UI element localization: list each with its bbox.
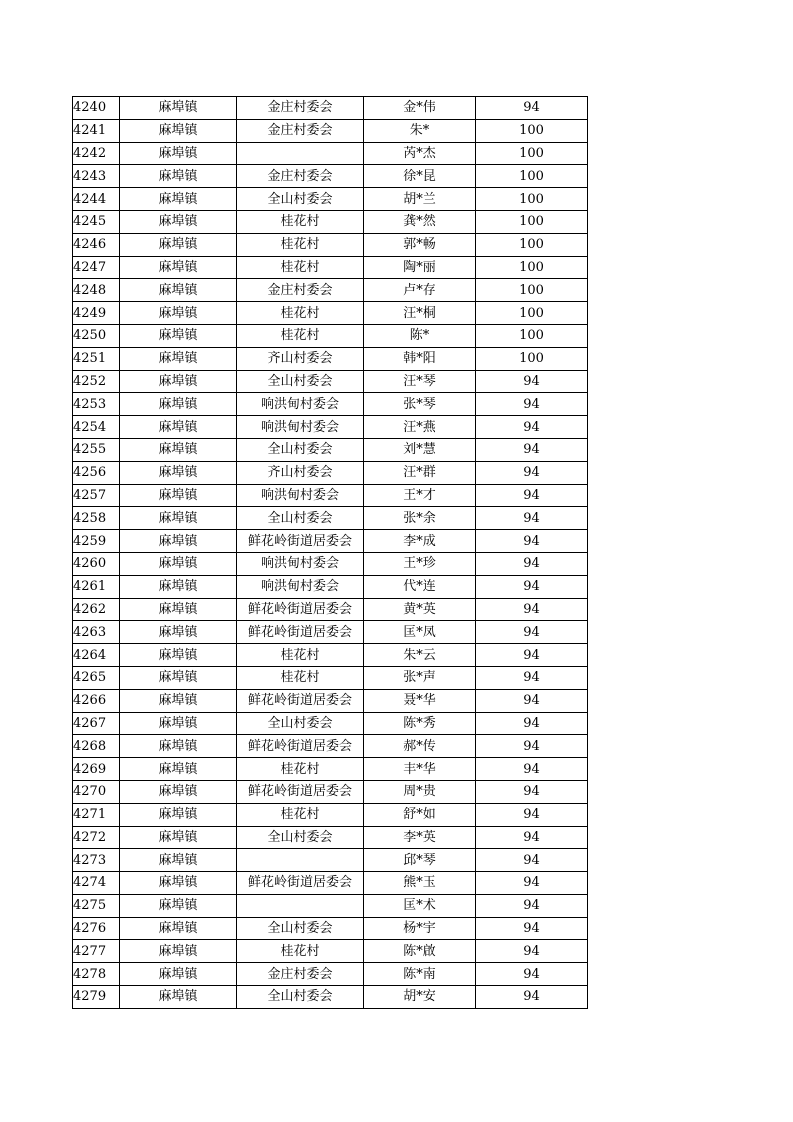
town-name: 麻埠镇 (120, 302, 237, 325)
record-id: 4252 (73, 370, 120, 393)
records-table (72, 96, 588, 1009)
town-name: 麻埠镇 (120, 758, 237, 781)
village-name: 桂花村 (237, 803, 364, 826)
person-name: 聂*华 (364, 689, 476, 712)
town-name: 麻埠镇 (120, 279, 237, 302)
village-name: 全山村委会 (237, 826, 364, 849)
record-id: 4276 (73, 917, 120, 940)
table-row (73, 324, 588, 347)
score-value: 94 (476, 461, 588, 484)
person-name: 陈* (364, 324, 476, 347)
table-row (73, 256, 588, 279)
record-id: 4246 (73, 233, 120, 256)
score-value: 94 (476, 484, 588, 507)
records-table-body (73, 97, 588, 1009)
record-id: 4256 (73, 461, 120, 484)
record-id: 4241 (73, 119, 120, 142)
record-id: 4269 (73, 758, 120, 781)
table-row (73, 370, 588, 393)
town-name: 麻埠镇 (120, 735, 237, 758)
record-id: 4272 (73, 826, 120, 849)
town-name: 麻埠镇 (120, 803, 237, 826)
record-id: 4265 (73, 666, 120, 689)
person-name: 汪*燕 (364, 416, 476, 439)
town-name: 麻埠镇 (120, 872, 237, 895)
town-name: 麻埠镇 (120, 530, 237, 553)
table-row (73, 644, 588, 667)
person-name: 匡*凤 (364, 621, 476, 644)
record-id: 4244 (73, 188, 120, 211)
town-name: 麻埠镇 (120, 552, 237, 575)
person-name: 张*余 (364, 507, 476, 530)
record-id: 4250 (73, 324, 120, 347)
town-name: 麻埠镇 (120, 507, 237, 530)
table-row (73, 416, 588, 439)
record-id: 4242 (73, 142, 120, 165)
village-name: 金庄村委会 (237, 279, 364, 302)
person-name: 朱* (364, 119, 476, 142)
table-row (73, 233, 588, 256)
table-row (73, 621, 588, 644)
table-row (73, 552, 588, 575)
village-name: 鲜花岭街道居委会 (237, 780, 364, 803)
person-name: 王*珍 (364, 552, 476, 575)
record-id: 4270 (73, 780, 120, 803)
record-id: 4273 (73, 849, 120, 872)
town-name: 麻埠镇 (120, 780, 237, 803)
table-row (73, 894, 588, 917)
table-row (73, 484, 588, 507)
record-id: 4243 (73, 165, 120, 188)
person-name: 周*贵 (364, 780, 476, 803)
record-id: 4255 (73, 438, 120, 461)
town-name: 麻埠镇 (120, 461, 237, 484)
person-name: 陈*秀 (364, 712, 476, 735)
score-value: 94 (476, 826, 588, 849)
town-name: 麻埠镇 (120, 165, 237, 188)
record-id: 4271 (73, 803, 120, 826)
record-id: 4260 (73, 552, 120, 575)
person-name: 丰*华 (364, 758, 476, 781)
score-value: 94 (476, 438, 588, 461)
record-id: 4253 (73, 393, 120, 416)
record-id: 4247 (73, 256, 120, 279)
table-row (73, 575, 588, 598)
table-row (73, 849, 588, 872)
town-name: 麻埠镇 (120, 142, 237, 165)
person-name: 胡*安 (364, 986, 476, 1009)
village-name: 鲜花岭街道居委会 (237, 530, 364, 553)
village-name (237, 894, 364, 917)
person-name: 龚*然 (364, 210, 476, 233)
record-id: 4262 (73, 598, 120, 621)
town-name: 麻埠镇 (120, 894, 237, 917)
score-value: 94 (476, 735, 588, 758)
town-name: 麻埠镇 (120, 256, 237, 279)
record-id: 4278 (73, 963, 120, 986)
village-name: 桂花村 (237, 256, 364, 279)
village-name: 响洪甸村委会 (237, 552, 364, 575)
table-row (73, 940, 588, 963)
score-value: 94 (476, 986, 588, 1009)
person-name: 陈*啟 (364, 940, 476, 963)
village-name: 齐山村委会 (237, 347, 364, 370)
record-id: 4275 (73, 894, 120, 917)
village-name: 响洪甸村委会 (237, 416, 364, 439)
person-name: 芮*杰 (364, 142, 476, 165)
town-name: 麻埠镇 (120, 849, 237, 872)
person-name: 汪*桐 (364, 302, 476, 325)
person-name: 熊*玉 (364, 872, 476, 895)
village-name: 桂花村 (237, 324, 364, 347)
record-id: 4268 (73, 735, 120, 758)
person-name: 金*伟 (364, 97, 476, 120)
table-row (73, 210, 588, 233)
person-name: 王*才 (364, 484, 476, 507)
village-name: 桂花村 (237, 644, 364, 667)
person-name: 匡*术 (364, 894, 476, 917)
score-value: 94 (476, 849, 588, 872)
village-name: 金庄村委会 (237, 97, 364, 120)
village-name: 鲜花岭街道居委会 (237, 598, 364, 621)
village-name: 鲜花岭街道居委会 (237, 689, 364, 712)
village-name: 全山村委会 (237, 986, 364, 1009)
town-name: 麻埠镇 (120, 712, 237, 735)
score-value: 100 (476, 233, 588, 256)
town-name: 麻埠镇 (120, 393, 237, 416)
score-value: 94 (476, 97, 588, 120)
town-name: 麻埠镇 (120, 666, 237, 689)
person-name: 陈*南 (364, 963, 476, 986)
village-name (237, 849, 364, 872)
score-value: 94 (476, 621, 588, 644)
village-name: 全山村委会 (237, 917, 364, 940)
score-value: 94 (476, 416, 588, 439)
table-row (73, 119, 588, 142)
table-row (73, 438, 588, 461)
person-name: 胡*兰 (364, 188, 476, 211)
table-row (73, 735, 588, 758)
table-row (73, 530, 588, 553)
record-id: 4257 (73, 484, 120, 507)
person-name: 代*连 (364, 575, 476, 598)
score-value: 94 (476, 393, 588, 416)
table-row (73, 165, 588, 188)
person-name: 汪*琴 (364, 370, 476, 393)
score-value: 100 (476, 347, 588, 370)
town-name: 麻埠镇 (120, 119, 237, 142)
town-name: 麻埠镇 (120, 644, 237, 667)
table-row (73, 666, 588, 689)
village-name: 桂花村 (237, 302, 364, 325)
score-value: 100 (476, 119, 588, 142)
town-name: 麻埠镇 (120, 324, 237, 347)
record-id: 4259 (73, 530, 120, 553)
town-name: 麻埠镇 (120, 188, 237, 211)
village-name: 响洪甸村委会 (237, 484, 364, 507)
score-value: 100 (476, 210, 588, 233)
town-name: 麻埠镇 (120, 233, 237, 256)
person-name: 舒*如 (364, 803, 476, 826)
table-row (73, 826, 588, 849)
table-row (73, 142, 588, 165)
town-name: 麻埠镇 (120, 940, 237, 963)
table-row (73, 97, 588, 120)
village-name: 全山村委会 (237, 438, 364, 461)
score-value: 94 (476, 872, 588, 895)
town-name: 麻埠镇 (120, 598, 237, 621)
score-value: 100 (476, 188, 588, 211)
table-row (73, 279, 588, 302)
score-value: 94 (476, 689, 588, 712)
record-id: 4279 (73, 986, 120, 1009)
person-name: 汪*群 (364, 461, 476, 484)
person-name: 郭*畅 (364, 233, 476, 256)
village-name: 鲜花岭街道居委会 (237, 735, 364, 758)
record-id: 4251 (73, 347, 120, 370)
record-id: 4263 (73, 621, 120, 644)
record-id: 4258 (73, 507, 120, 530)
record-id: 4240 (73, 97, 120, 120)
village-name: 金庄村委会 (237, 119, 364, 142)
table-row (73, 780, 588, 803)
village-name: 金庄村委会 (237, 963, 364, 986)
score-value: 94 (476, 780, 588, 803)
record-id: 4267 (73, 712, 120, 735)
table-row (73, 872, 588, 895)
table-row (73, 917, 588, 940)
score-value: 94 (476, 530, 588, 553)
village-name: 齐山村委会 (237, 461, 364, 484)
village-name: 全山村委会 (237, 712, 364, 735)
score-value: 94 (476, 940, 588, 963)
score-value: 94 (476, 963, 588, 986)
town-name: 麻埠镇 (120, 963, 237, 986)
score-value: 94 (476, 644, 588, 667)
person-name: 杨*宇 (364, 917, 476, 940)
record-id: 4261 (73, 575, 120, 598)
score-value: 100 (476, 142, 588, 165)
town-name: 麻埠镇 (120, 438, 237, 461)
town-name: 麻埠镇 (120, 370, 237, 393)
village-name (237, 142, 364, 165)
score-value: 94 (476, 370, 588, 393)
person-name: 郝*传 (364, 735, 476, 758)
score-value: 100 (476, 256, 588, 279)
village-name: 响洪甸村委会 (237, 393, 364, 416)
person-name: 徐*昆 (364, 165, 476, 188)
person-name: 卢*存 (364, 279, 476, 302)
record-id: 4254 (73, 416, 120, 439)
village-name: 全山村委会 (237, 188, 364, 211)
village-name: 响洪甸村委会 (237, 575, 364, 598)
score-value: 94 (476, 598, 588, 621)
person-name: 黄*英 (364, 598, 476, 621)
table-row (73, 598, 588, 621)
town-name: 麻埠镇 (120, 347, 237, 370)
score-value: 94 (476, 552, 588, 575)
record-id: 4274 (73, 872, 120, 895)
town-name: 麻埠镇 (120, 689, 237, 712)
table-row (73, 461, 588, 484)
table-row (73, 712, 588, 735)
village-name: 全山村委会 (237, 507, 364, 530)
table-row (73, 302, 588, 325)
record-id: 4249 (73, 302, 120, 325)
village-name: 鲜花岭街道居委会 (237, 872, 364, 895)
person-name: 邱*琴 (364, 849, 476, 872)
village-name: 桂花村 (237, 233, 364, 256)
record-id: 4245 (73, 210, 120, 233)
village-name: 桂花村 (237, 210, 364, 233)
table-row (73, 689, 588, 712)
score-value: 100 (476, 302, 588, 325)
town-name: 麻埠镇 (120, 210, 237, 233)
town-name: 麻埠镇 (120, 826, 237, 849)
person-name: 李*英 (364, 826, 476, 849)
record-id: 4264 (73, 644, 120, 667)
person-name: 朱*云 (364, 644, 476, 667)
table-row (73, 758, 588, 781)
person-name: 张*声 (364, 666, 476, 689)
village-name: 金庄村委会 (237, 165, 364, 188)
village-name: 鲜花岭街道居委会 (237, 621, 364, 644)
town-name: 麻埠镇 (120, 621, 237, 644)
score-value: 94 (476, 575, 588, 598)
table-row (73, 188, 588, 211)
score-value: 100 (476, 324, 588, 347)
town-name: 麻埠镇 (120, 416, 237, 439)
town-name: 麻埠镇 (120, 484, 237, 507)
table-row (73, 986, 588, 1009)
score-value: 94 (476, 917, 588, 940)
table-row (73, 803, 588, 826)
village-name: 桂花村 (237, 940, 364, 963)
record-id: 4248 (73, 279, 120, 302)
person-name: 张*琴 (364, 393, 476, 416)
score-value: 100 (476, 165, 588, 188)
score-value: 94 (476, 712, 588, 735)
table-row (73, 507, 588, 530)
score-value: 94 (476, 507, 588, 530)
town-name: 麻埠镇 (120, 917, 237, 940)
record-id: 4277 (73, 940, 120, 963)
score-value: 94 (476, 666, 588, 689)
record-id: 4266 (73, 689, 120, 712)
score-value: 94 (476, 803, 588, 826)
table-row (73, 393, 588, 416)
person-name: 李*成 (364, 530, 476, 553)
table-row (73, 347, 588, 370)
town-name: 麻埠镇 (120, 986, 237, 1009)
person-name: 陶*丽 (364, 256, 476, 279)
score-value: 94 (476, 758, 588, 781)
town-name: 麻埠镇 (120, 97, 237, 120)
table-row (73, 963, 588, 986)
score-value: 100 (476, 279, 588, 302)
village-name: 桂花村 (237, 666, 364, 689)
town-name: 麻埠镇 (120, 575, 237, 598)
person-name: 韩*阳 (364, 347, 476, 370)
person-name: 刘*慧 (364, 438, 476, 461)
village-name: 桂花村 (237, 758, 364, 781)
village-name: 全山村委会 (237, 370, 364, 393)
score-value: 94 (476, 894, 588, 917)
